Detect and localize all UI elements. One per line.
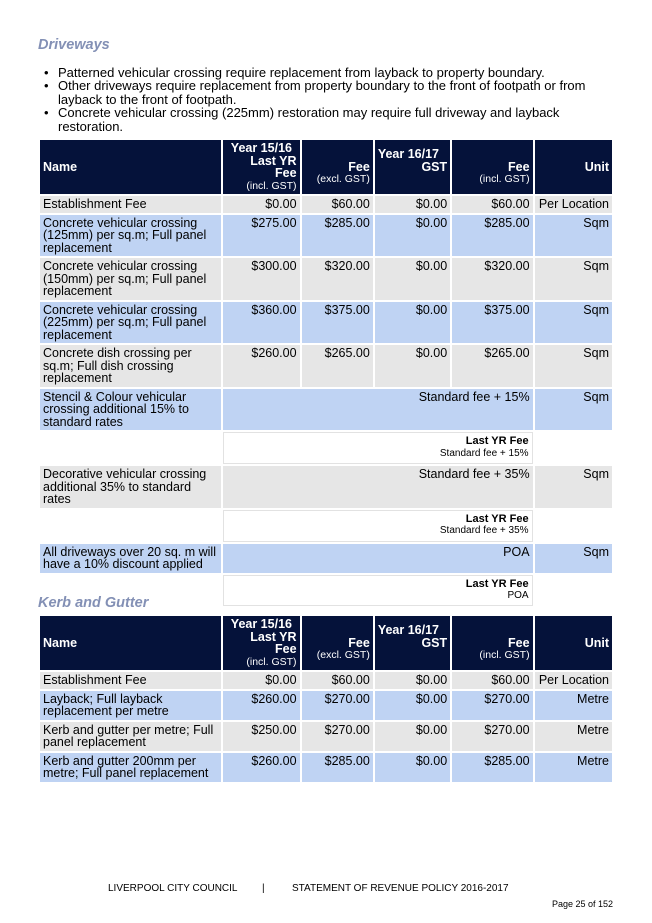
header-gst: Year 16/17 GST — [375, 140, 450, 194]
table-row: Establishment Fee $0.00 $60.00 $0.00 $60.00 Per Location — [40, 196, 612, 213]
last-year-row: Last YR Fee POA — [40, 575, 612, 606]
header-fee-incl: Fee (incl. GST) — [452, 140, 532, 194]
header-fee-incl: Fee (incl. GST) — [452, 616, 532, 670]
header-unit: Unit — [535, 140, 612, 194]
table-row: Layback; Full layback replacement per metre $260.00 $270.00 $0.00 $270.00 Metre — [40, 691, 612, 720]
driveways-title: Driveways — [38, 37, 110, 53]
bullet-icon: • — [44, 105, 49, 121]
note-item: • Patterned vehicular crossing require replacement from layback to property boundary. — [44, 65, 545, 80]
table-row: Concrete vehicular crossing (225mm) per sq.m; Full panel replacement $360.00 $375.00 $0.00 $375.00 Sqm — [40, 302, 612, 344]
bullet-icon: • — [44, 78, 49, 94]
table-row: Stencil & Colour vehicular crossing additional 15% to standard rates Standard fee + 15% Sqm — [40, 389, 612, 431]
note-item: • Other driveways require replacement from property boundary to the front of footpath or from layback to the front of footpath. — [44, 78, 586, 107]
driveways-notes — [40, 66, 610, 133]
header-fee-excl: Fee (excl. GST) — [302, 616, 373, 670]
table-row: Concrete vehicular crossing (150mm) per sq.m; Full panel replacement $300.00 $320.00 $0.00 $320.00 Sqm — [40, 258, 612, 300]
kerb-gutter-title: Kerb and Gutter — [38, 595, 149, 611]
header-gst: Year 16/17 GST — [375, 616, 450, 670]
footer-separator: | — [262, 883, 265, 894]
last-year-row: Last YR Fee Standard fee + 15% — [40, 432, 612, 464]
header-fee-excl: Fee (excl. GST) — [302, 140, 373, 194]
footer-council: LIVERPOOL CITY COUNCIL — [108, 883, 238, 894]
header-name: Name — [40, 616, 221, 670]
table-row: Kerb and gutter 200mm per metre; Full panel replacement $260.00 $285.00 $0.00 $285.00 Metre — [40, 753, 612, 782]
kerb-gutter-fee-table — [38, 614, 614, 784]
header-last-yr: Year 15/16 Last YR Fee (incl. GST) — [223, 616, 299, 670]
last-year-row: Last YR Fee Standard fee + 35% — [40, 510, 612, 542]
table-row: Establishment Fee $0.00 $60.00 $0.00 $60.00 Per Location — [40, 672, 612, 689]
footer-statement: STATEMENT OF REVENUE POLICY 2016-2017 — [292, 883, 509, 894]
table-header — [40, 616, 612, 670]
table-row: All driveways over 20 sq. m will have a 10% discount applied POA Sqm — [40, 544, 612, 573]
table-row: Kerb and gutter per metre; Full panel replacement $250.00 $270.00 $0.00 $270.00 Metre — [40, 722, 612, 751]
table-row: Concrete vehicular crossing (125mm) per sq.m; Full panel replacement $275.00 $285.00 $0.00 $285.00 Sqm — [40, 215, 612, 257]
table-header — [40, 140, 612, 194]
note-item: • Concrete vehicular crossing (225mm) restoration may require full driveway and layback restoration. — [44, 105, 560, 134]
page-number: Page 25 of 152 — [552, 899, 614, 909]
bullet-icon: • — [44, 65, 49, 80]
table-row: Decorative vehicular crossing additional 35% to standard rates Standard fee + 35% Sqm — [40, 466, 612, 508]
header-name: Name — [40, 140, 221, 194]
header-last-yr: Year 15/16 Last YR Fee (incl. GST) — [223, 140, 299, 194]
table-row: Concrete dish crossing per sq.m; Full dish crossing replacement $260.00 $265.00 $0.00 $265.00 Sqm — [40, 345, 612, 387]
header-unit: Unit — [535, 616, 612, 670]
driveways-fee-table — [38, 138, 614, 608]
